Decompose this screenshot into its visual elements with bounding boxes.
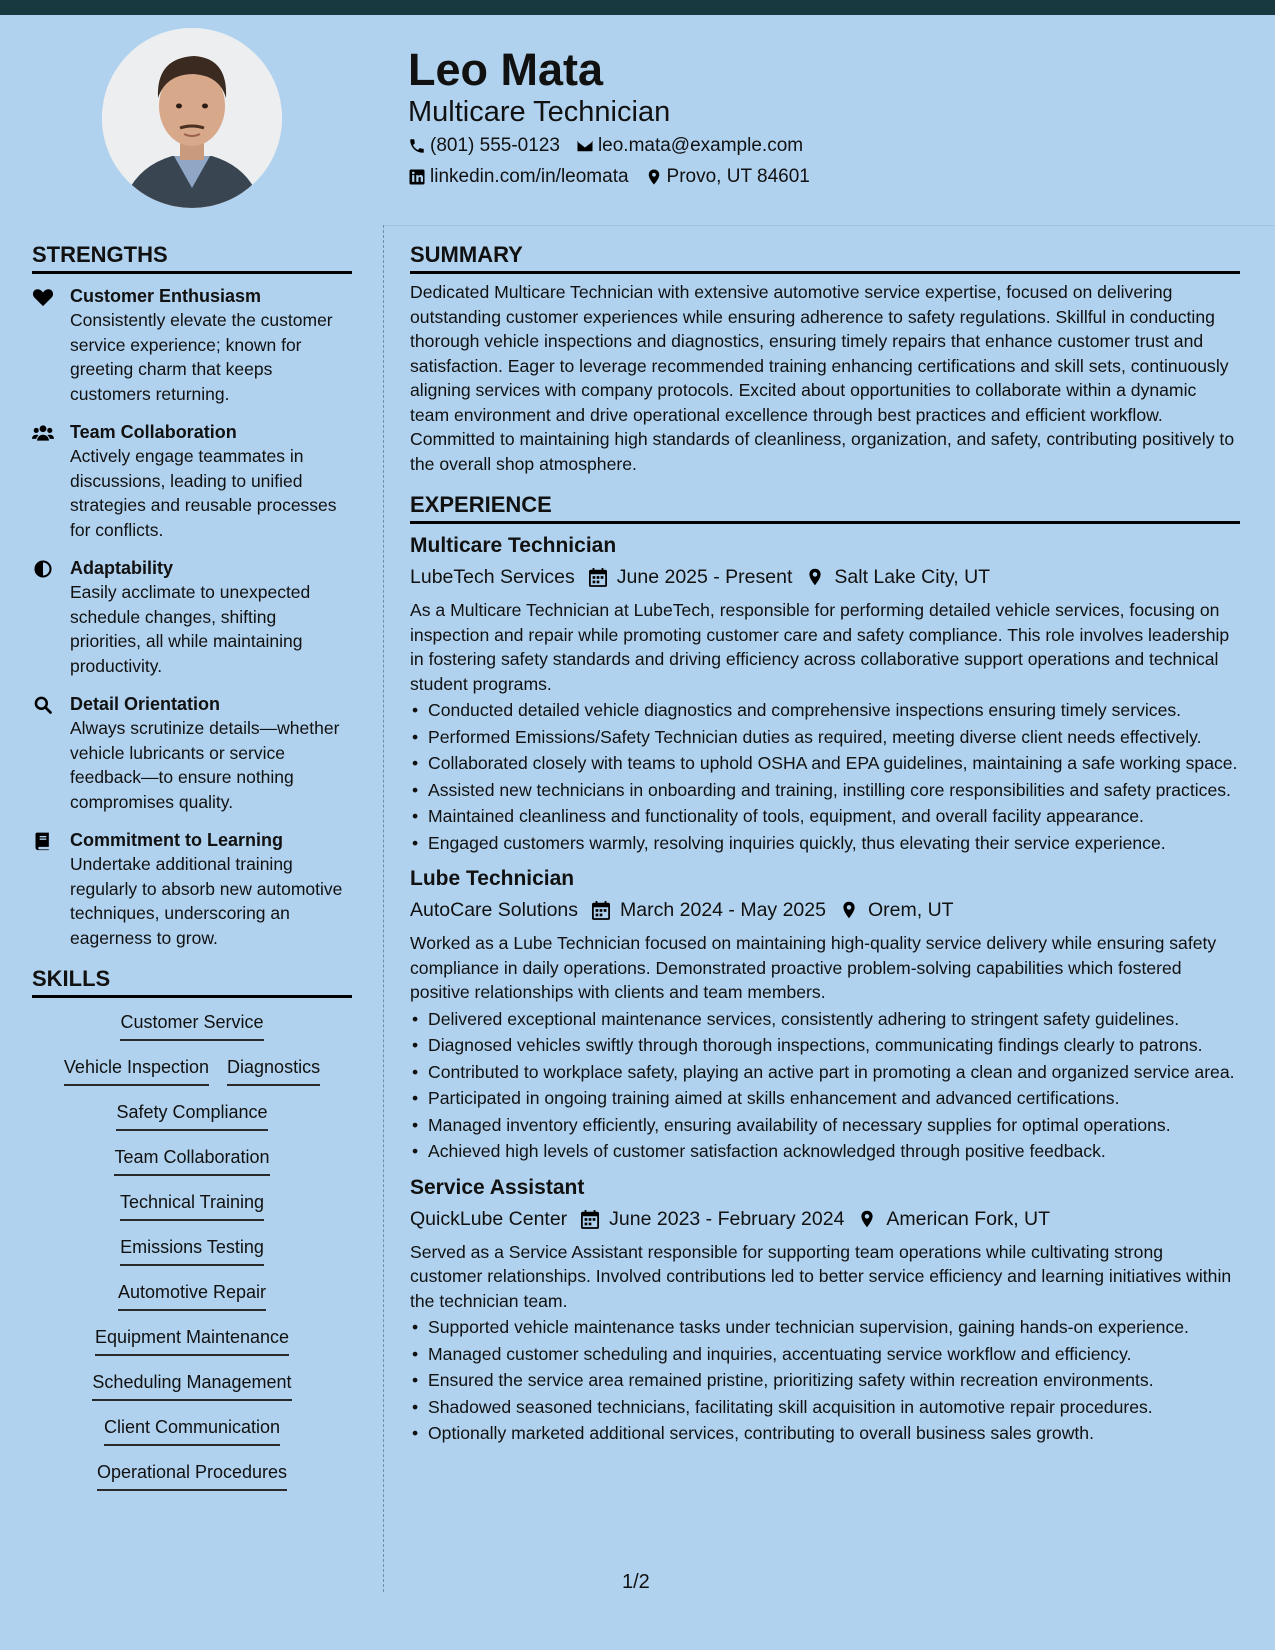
strength-item bbox=[32, 284, 352, 406]
linkedin-item bbox=[408, 165, 629, 189]
strength-item bbox=[32, 828, 352, 950]
skill-row bbox=[32, 1325, 352, 1370]
strength-item bbox=[32, 420, 352, 542]
job-location: American Fork, UT bbox=[886, 1207, 1051, 1230]
job-company: LubeTech Services bbox=[410, 566, 575, 588]
skill-tag: Scheduling Management bbox=[92, 1370, 291, 1401]
top-bar bbox=[0, 0, 1275, 15]
skill-row bbox=[32, 1370, 352, 1415]
skills-heading: SKILLS bbox=[32, 964, 352, 998]
phone-item bbox=[408, 134, 560, 158]
job-bullet: • Contributed to workplace safety, playing an active part in promoting a clean and organized service area. bbox=[410, 1060, 1240, 1085]
skill-row bbox=[32, 1460, 352, 1505]
strength-desc: Always scrutinize details—whether vehicle lubricants or service feedback—to ensure nothing compromises quality. bbox=[70, 718, 340, 812]
skill-tag: Emissions Testing bbox=[120, 1235, 264, 1266]
job-dates: June 2025 - Present bbox=[616, 566, 793, 588]
job-bullet: • Engaged customers warmly, resolving inquiries quickly, thus elevating their service experience. bbox=[410, 831, 1240, 856]
job-bullet: • Maintained cleanliness and functionality of tools, equipment, and overall facility appearance. bbox=[410, 804, 1240, 829]
job-bullet: • Conducted detailed vehicle diagnostics and comprehensive inspections ensuring timely services. bbox=[410, 698, 1240, 723]
job-bullets bbox=[410, 1315, 1240, 1446]
skill-tag: Customer Service bbox=[120, 1010, 263, 1041]
skill-row bbox=[32, 1100, 352, 1145]
job-bullet: • Performed Emissions/Safety Technician duties as required, meeting diverse client needs effectively. bbox=[410, 725, 1240, 750]
phone-text[interactable]: (801) 555-0123 bbox=[430, 135, 560, 156]
job-company: AutoCare Solutions bbox=[410, 899, 579, 921]
skill-tag: Equipment Maintenance bbox=[95, 1325, 289, 1356]
experience-heading: EXPERIENCE bbox=[410, 490, 1240, 524]
summary-text: Dedicated Multicare Technician with extensive automotive service expertise, focused on delivering outstanding customer experiences while ensuring adherence to safety regulations. Skillful in conducting thorough vehicle inspections and diagnostics, ensuring timely repairs that enhance customer trust and satisfaction. Eager to leverage recommended training enhancing certifications and skill sets, continuously aligning services with company protocols. Excited about opportunities to collaborate within a dynamic team environment and drive operational excellence through best practices and efficient workflow. Committed to maintaining high standards of cleanliness, organization, and safety, contributing positively to the overall shop atmosphere. bbox=[410, 282, 1235, 474]
job-bullet: • Diagnosed vehicles swiftly through thorough inspections, communicating findings clearly to patrons. bbox=[410, 1033, 1240, 1058]
strength-item bbox=[32, 692, 352, 814]
left-column bbox=[32, 240, 352, 1505]
job-bullet: • Supported vehicle maintenance tasks under technician supervision, gaining hands-on experience. bbox=[410, 1315, 1240, 1340]
job-meta bbox=[410, 1206, 1240, 1232]
phone-icon bbox=[408, 137, 426, 155]
job-dates: March 2024 - May 2025 bbox=[620, 899, 826, 921]
skill-tag: Client Communication bbox=[104, 1415, 280, 1446]
map-pin-icon bbox=[840, 900, 858, 920]
skill-tag: Vehicle Inspection bbox=[64, 1055, 209, 1086]
calendar-icon bbox=[581, 1209, 599, 1229]
job-role: Service Assistant bbox=[410, 1175, 585, 1199]
job-description: Served as a Service Assistant responsible for supporting team operations while cultivating strong customer relationships. Involved contributions led to better service efficiency and learning initiatives within the technician team. bbox=[410, 1241, 1232, 1311]
book-icon bbox=[32, 831, 54, 851]
job-location: Orem, UT bbox=[867, 899, 954, 921]
email-item bbox=[576, 134, 803, 158]
contact-row-1 bbox=[408, 134, 819, 158]
strength-desc: Easily acclimate to unexpected schedule changes, shifting priorities, all while maintaining productivity. bbox=[70, 582, 311, 676]
job-bullet: • Optionally marketed additional services, contributing to overall business sales growth. bbox=[410, 1421, 1240, 1446]
job-meta bbox=[410, 897, 1240, 923]
strength-desc: Consistently elevate the customer service experience; known for greeting charm that keeps customers returning. bbox=[70, 310, 333, 404]
header-divider bbox=[384, 225, 1275, 226]
job-dates: June 2023 - February 2024 bbox=[609, 1207, 845, 1230]
strength-desc: Undertake additional training regularly to absorb new automotive techniques, underscoring an eagerness to grow. bbox=[70, 854, 343, 948]
job-bullet: • Managed inventory efficiently, ensuring availability of necessary supplies for optimal operations. bbox=[410, 1113, 1240, 1138]
job-bullet: • Managed customer scheduling and inquiries, accentuating service workflow and efficiency. bbox=[410, 1342, 1240, 1367]
contact-row-2 bbox=[408, 165, 826, 189]
job-bullet: • Delivered exceptional maintenance services, consistently adhering to stringent safety guidelines. bbox=[410, 1007, 1240, 1032]
job-role: Multicare Technician bbox=[410, 534, 617, 557]
strength-desc: Actively engage teammates in discussions, leading to unified strategies and reusable processes for conflicts. bbox=[70, 446, 337, 540]
skill-row bbox=[32, 1145, 352, 1190]
search-icon bbox=[32, 695, 54, 715]
location-item bbox=[645, 165, 810, 189]
strength-title: Team Collaboration bbox=[70, 422, 237, 442]
skill-tag: Safety Compliance bbox=[116, 1100, 267, 1131]
skill-row bbox=[32, 1280, 352, 1325]
job-bullet: • Collaborated closely with teams to uphold OSHA and EPA guidelines, maintaining a safe working space. bbox=[410, 751, 1240, 776]
skill-tag: Automotive Repair bbox=[118, 1280, 266, 1311]
heart-icon bbox=[32, 287, 54, 307]
strength-title: Adaptability bbox=[70, 558, 174, 578]
job-bullet: • Achieved high levels of customer satisfaction acknowledged through positive feedback. bbox=[410, 1139, 1240, 1164]
skill-row bbox=[32, 1415, 352, 1460]
skill-tag: Team Collaboration bbox=[114, 1145, 269, 1176]
job-bullet: • Ensured the service area remained pristine, prioritizing safety within recreation environments. bbox=[410, 1368, 1240, 1393]
column-divider bbox=[383, 225, 384, 1592]
job-location: Salt Lake City, UT bbox=[834, 566, 991, 588]
job-role: Lube Technician bbox=[410, 867, 575, 890]
skill-row bbox=[32, 1010, 352, 1055]
job-meta bbox=[410, 564, 1240, 590]
skill-tag: Technical Training bbox=[120, 1190, 264, 1221]
job-company: QuickLube Center bbox=[410, 1207, 568, 1230]
strengths-list bbox=[32, 284, 352, 950]
job-description: As a Multicare Technician at LubeTech, responsible for performing detailed vehicle services, focusing on inspection and repair while promoting customer care and safety compliance. This role involves leadership in fostering safety standards and driving efficiency across collaborative support operations and technical student programs. bbox=[410, 600, 1230, 694]
skills-list bbox=[32, 1010, 352, 1505]
skill-row bbox=[32, 1190, 352, 1235]
job-description: Worked as a Lube Technician focused on maintaining high-quality service delivery while ensuring safety compliance in daily operations. Demonstrated proactive problem-solving capabilities which fostered positive relationships with clients and team members. bbox=[410, 933, 1217, 1002]
location-text: Provo, UT 84601 bbox=[666, 166, 810, 187]
job-bullets bbox=[410, 1007, 1240, 1164]
email-text[interactable]: leo.mata@example.com bbox=[597, 135, 804, 156]
map-pin-icon bbox=[806, 567, 824, 587]
job-entry bbox=[410, 1174, 1240, 1446]
calendar-icon bbox=[589, 567, 607, 587]
strengths-heading: STRENGTHS bbox=[32, 240, 352, 274]
avatar-portrait bbox=[102, 28, 282, 208]
map-pin-icon bbox=[645, 168, 663, 186]
page-number: 1/2 bbox=[622, 1571, 650, 1593]
skill-row bbox=[32, 1235, 352, 1280]
linkedin-icon bbox=[408, 168, 426, 186]
skill-row bbox=[32, 1055, 352, 1100]
job-bullet: • Assisted new technicians in onboarding and training, instilling core responsibilities and safety practices. bbox=[410, 778, 1240, 803]
candidate-name: Leo Mata bbox=[408, 44, 604, 95]
half-circle-icon bbox=[32, 559, 54, 579]
users-icon bbox=[32, 423, 54, 443]
right-column bbox=[410, 240, 1240, 1448]
strength-title: Commitment to Learning bbox=[70, 830, 284, 850]
skill-tag: Diagnostics bbox=[227, 1055, 320, 1086]
job-bullet: • Participated in ongoing training aimed at skills enhancement and advanced certifications. bbox=[410, 1086, 1240, 1111]
strength-item bbox=[32, 556, 352, 678]
job-entry bbox=[410, 532, 1240, 855]
skill-tag: Operational Procedures bbox=[97, 1460, 287, 1491]
map-pin-icon bbox=[858, 1209, 876, 1229]
job-bullet: • Shadowed seasoned technicians, facilitating skill acquisition in automotive repair procedures. bbox=[410, 1395, 1240, 1420]
job-bullets bbox=[410, 698, 1240, 855]
strength-title: Customer Enthusiasm bbox=[70, 286, 262, 306]
job-entry bbox=[410, 865, 1240, 1164]
calendar-icon bbox=[592, 900, 610, 920]
linkedin-text[interactable]: linkedin.com/in/leomata bbox=[430, 166, 629, 187]
summary-heading: SUMMARY bbox=[410, 240, 1240, 274]
envelope-icon bbox=[576, 137, 594, 155]
candidate-title: Multicare Technician bbox=[408, 96, 671, 128]
profile-photo bbox=[102, 28, 282, 208]
strength-title: Detail Orientation bbox=[70, 694, 221, 714]
